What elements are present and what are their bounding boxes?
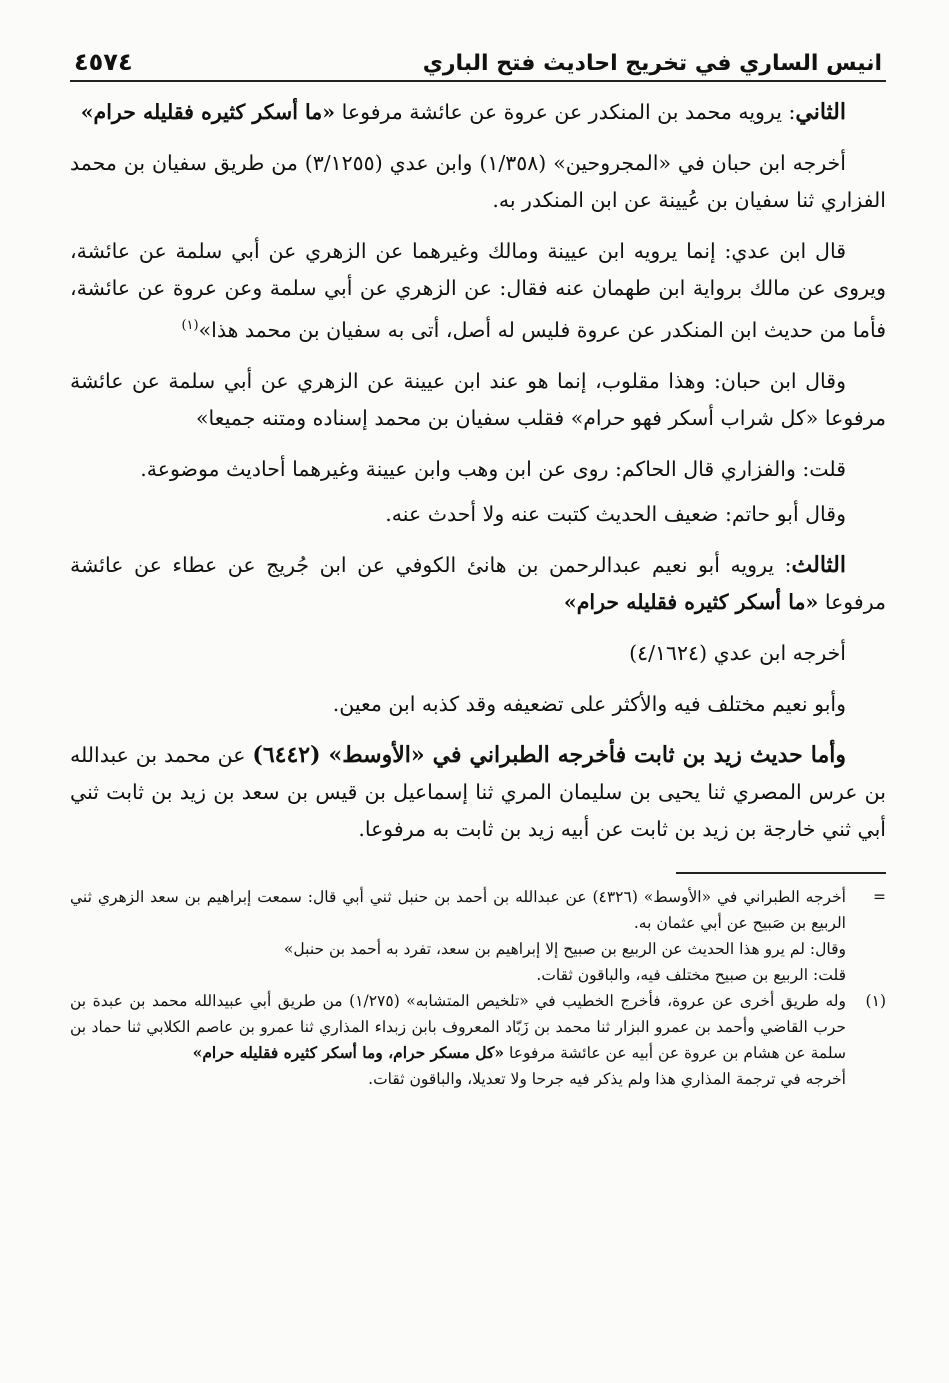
paragraph-ibn-adi-takhrij: أخرجه ابن عدي (٤/١٦٢٤) xyxy=(629,640,846,665)
footnote-continuation xyxy=(70,884,886,988)
page-body xyxy=(70,94,886,848)
footnote-line: وقال: لم يرو هذا الحديث عن الربيع بن صبيح إلا إبراهيم بن سعد، تفرد به أحمد بن حنبل» xyxy=(283,939,846,958)
section-label-second: الثاني xyxy=(795,99,846,125)
footnote-line: قلت: الربيع بن صبيح مختلف فيه، والباقون ثقات. xyxy=(536,965,846,984)
paragraph-text: قال ابن عدي: إنما يرويه ابن عيينة ومالك وغيرهما عن الزهري عن أبي سلمة عن عائشة، ويروى عن مالك برواية ابن طهمان عنه فقال: عن الزهري عن أبي سلمة وعن عروة عن عائشة، فأما من حديث ابن المنكدر عن عروة فليس له أصل، أتى به سفيان بن محمد هذا» xyxy=(70,239,886,342)
paragraph-third-route xyxy=(70,547,886,621)
paragraph-text: عن محمد بن عبدالله بن عرس المصري ثنا يحيى بن سليمان المري ثنا إسماعيل بن قيس بن سعد بن زيد بن ثابت ثني أبي ثني خارجة بن زيد بن ثابت عن أبيه زيد بن ثابت به مرفوعا. xyxy=(70,742,886,841)
paragraph-text: : يرويه أبو نعيم عبدالرحمن بن هانئ الكوفي عن ابن جُريج عن عطاء عن عائشة مرفوعا xyxy=(70,552,886,614)
paragraph-abu-hatim: وقال أبو حاتم: ضعيف الحديث كتبت عنه ولا أحدث عنه. xyxy=(385,501,846,526)
footnote-number: (١) xyxy=(865,991,886,1010)
footnotes xyxy=(70,884,886,1092)
paragraph-ibn-hibban-quote: وقال ابن حبان: وهذا مقلوب، إنما هو عند ابن عيينة عن الزهري عن أبي سلمة عن عائشة مرفوعا «كل شراب أسكر فهو حرام» فقلب سفيان بن محمد إسناده ومتنه جميعا» xyxy=(70,368,886,430)
bold-lead: وأما حديث زيد بن ثابت فأخرجه الطبراني في «الأوسط» (٦٤٤٢) xyxy=(252,741,846,768)
hadith-quote: «ما أسكر كثيره فقليله حرام» xyxy=(80,100,336,124)
paragraph-second-route xyxy=(70,94,886,131)
paragraph-ibn-hibban-takhrij: أخرجه ابن حبان في «المجروحين» (١/٣٥٨) وابن عدي (٣/١٢٥٥) من طريق سفيان بن محمد الفزاري ثنا سفيان بن عُيينة عن ابن المنكدر به. xyxy=(70,151,886,212)
paragraph-text: : يرويه محمد بن المنكدر عن عروة عن عائشة مرفوعا xyxy=(341,100,796,124)
hadith-quote: «كل مسكر حرام، وما أسكر كثيره فقليله حرام» xyxy=(192,1042,505,1062)
footnote-divider xyxy=(676,872,886,874)
hadith-quote: «ما أسكر كثيره فقليله حرام» xyxy=(563,589,819,614)
footnote-ref: (١) xyxy=(181,318,199,333)
footnote-1 xyxy=(70,988,886,1092)
section-label-third: الثالث xyxy=(791,551,846,578)
paragraph-ibn-adi-quote xyxy=(70,233,886,349)
book-page xyxy=(70,28,886,1092)
book-title: انيس الساري في تخريج احاديث فتح الباري xyxy=(422,51,882,76)
page-header xyxy=(70,28,886,82)
footnote-text: وله طريق أخرى عن عروة، فأخرج الخطيب في «تلخيص المتشابه» (١/٢٧٥) من طريق أبي عبيدالله محمد بن عبدة بن حرب القاضي وأحمد بن عمرو البزار ثنا محمد بن زَبّاد المعروف بابن زبداء المذاري ثنا عمرو بن عاصم الكلابي ثنا حماد بن سلمة عن هشام بن عروة عن أبيه عن عائشة مرفوعا xyxy=(70,991,846,1062)
page-number: ٤٥٧٤ xyxy=(74,48,133,76)
paragraph-fazari: قلت: والفزاري قال الحاكم: روى عن ابن وهب وابن عيينة وغيرهما أحاديث موضوعة. xyxy=(140,456,846,481)
paragraph-zayd-bin-thabit xyxy=(70,737,886,848)
footnote-line: أخرجه في ترجمة المذاري هذا ولم يذكر فيه جرحا ولا تعديلا، والباقون ثقات. xyxy=(368,1069,846,1088)
footnote-line: أخرجه الطبراني في «الأوسط» (٤٣٢٦) عن عبدالله بن أحمد بن حنبل ثني أبي قال: سمعت إبراهيم بن سعد الزهري ثني الربيع بن صَبيح عن أبي عثمان به. xyxy=(70,887,846,932)
continuation-mark: = xyxy=(873,887,886,906)
footnote-line xyxy=(70,988,846,1066)
paragraph-abu-nuaym: وأبو نعيم مختلف فيه والأكثر على تضعيفه وقد كذبه ابن معين. xyxy=(332,691,846,716)
